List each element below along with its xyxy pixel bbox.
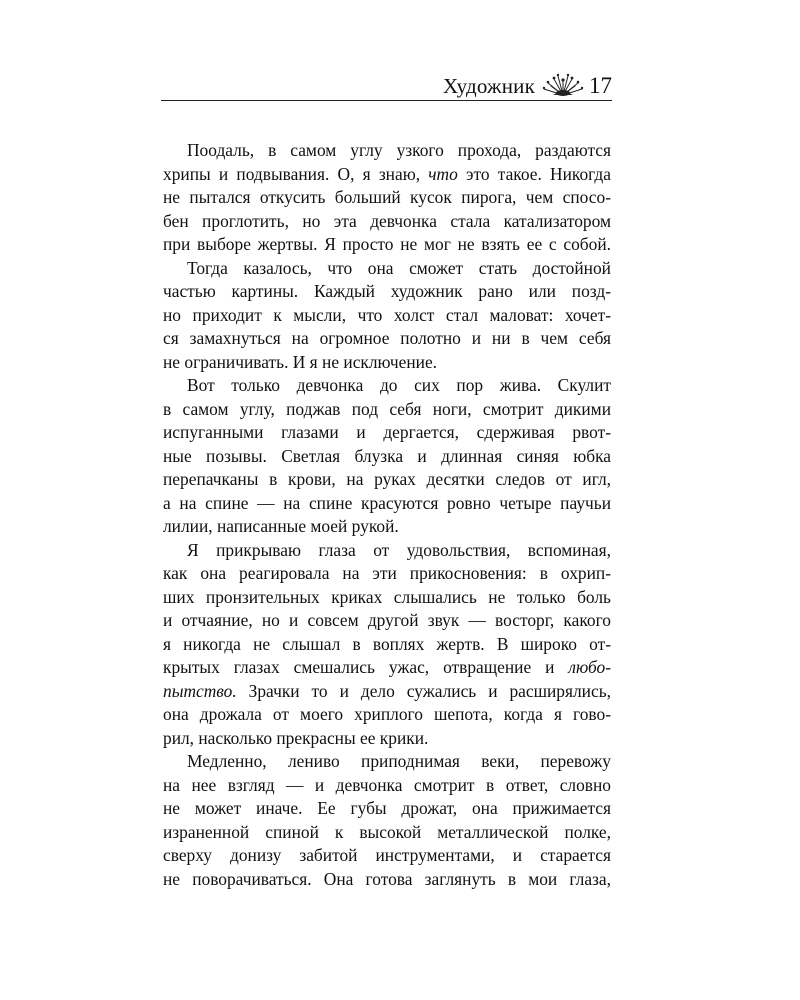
text-line: ные позывы. Светлая блузка и длинная синяя юбка — [163, 445, 611, 466]
text-span: крытых глазах смешались ужас, отвращение и — [163, 657, 569, 677]
text-line: не пытался откусить больший кусок пирога, чем спосо- — [163, 187, 611, 207]
flower-ornament-icon — [540, 71, 586, 97]
paragraph — [163, 139, 611, 257]
text-line: рил, насколько прекрасны ее крики. — [163, 727, 429, 748]
text-line: а на спине — на спине красуются ровно четыре паучьи — [163, 492, 611, 513]
text-line: израненной спиной к высокой металлической полке, — [163, 821, 611, 842]
text-line: не ограничивать. И я не исключение. — [163, 351, 438, 372]
text-line — [163, 163, 611, 187]
text-line: Поодаль, в самом углу узкого прохода, раздаются — [187, 140, 611, 160]
paragraph — [163, 539, 611, 751]
text-line: лилии, написанные моей рукой. — [163, 516, 399, 536]
text-line: не поворачиваться. Она готова заглянуть в мои глаза, — [163, 868, 611, 889]
text-line: ся замахнуться на огромное полотно и ни в чем себя — [163, 328, 611, 348]
text-span: Зрачки то и дело сужались и расширялись, — [236, 680, 611, 701]
paragraph — [163, 257, 611, 375]
chapter-title: Художник — [443, 74, 535, 98]
text-line: я никогда не слышал в воплях жертв. В широко от- — [163, 633, 611, 654]
italic-span: пытство. — [163, 680, 237, 701]
paragraph — [163, 374, 611, 539]
text-line: Вот только девчонка до сих пор жива. Скулит — [187, 375, 611, 395]
text-line: не может иначе. Ее губы дрожат, она прижимается — [163, 798, 611, 818]
italic-span: что — [428, 163, 458, 184]
text-line — [163, 656, 611, 680]
text-line — [163, 680, 611, 704]
text-line: ших пронзительных криках слышались не только боль — [163, 586, 611, 607]
text-line: Медленно, лениво приподнимая веки, перевожу — [187, 751, 611, 771]
text-line: и отчаяние, но и совсем другой звук — восторг, какого — [163, 610, 611, 630]
text-line: на нее взгляд — и девчонка смотрит в ответ, словно — [163, 774, 611, 795]
text-span: это такое. Никогда — [457, 163, 611, 184]
body-text — [163, 139, 611, 891]
text-line: но приходит к мысли, что холст стал маловат: хочет- — [163, 304, 611, 325]
page-number: 17 — [589, 73, 612, 98]
text-line: бен проглотить, но эта девчонка стала катализатором — [163, 210, 611, 231]
text-line: сверху донизу забитой инструментами, и старается — [163, 845, 611, 865]
text-line: она дрожала от моего хриплого шепота, когда я гово- — [163, 704, 611, 724]
text-line: в самом углу, поджав под себя ноги, смотрит дикими — [163, 398, 611, 419]
text-line: Тогда казалось, что она сможет стать достойной — [187, 257, 611, 278]
text-line: перепачканы в крови, на руках десятки следов от игл, — [163, 469, 611, 489]
paragraph — [163, 750, 611, 891]
text-span: хрипы и подвывания. О, я знаю, — [163, 163, 429, 184]
text-line: частью картины. Каждый художник рано или позд- — [163, 281, 611, 301]
italic-span: любо- — [568, 657, 611, 677]
text-line: испуганными глазами и дергается, сдерживая рвот- — [163, 422, 611, 442]
running-head — [161, 70, 612, 101]
running-head-inner — [443, 71, 612, 100]
text-line: при выборе жертвы. Я просто не мог не взять ее с собой. — [163, 234, 611, 254]
text-line: Я прикрываю глаза от удовольствия, вспоминая, — [187, 539, 611, 560]
text-line: как она реагировала на эти прикосновения: в охрип- — [163, 563, 611, 583]
